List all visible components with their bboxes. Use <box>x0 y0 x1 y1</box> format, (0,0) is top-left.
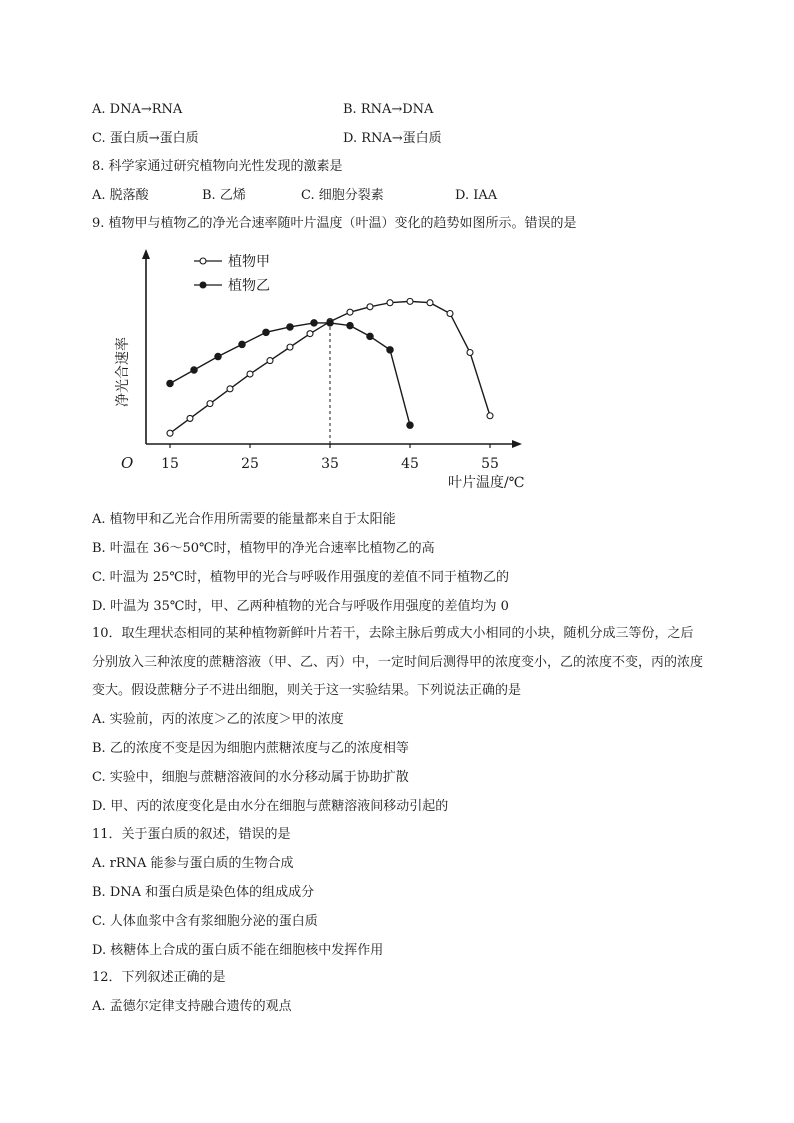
q12-stem: 12．下列叙述正确的是 <box>92 970 226 985</box>
data-point-yi <box>215 353 221 359</box>
q9-option-d: D. 叶温为 35℃时，甲、乙两种植物的光合与呼吸作用强度的差值均为 0 <box>92 599 509 614</box>
data-point-yi <box>191 367 197 373</box>
x-tick-label: 15 <box>161 456 179 472</box>
data-point-yi <box>327 320 333 326</box>
q7-option-b: B. RNA→DNA <box>343 102 434 117</box>
q11-option-c: C. 人体血浆中含有浆细胞分泌的蛋白质 <box>92 914 318 929</box>
origin-label: O <box>121 454 134 472</box>
x-tick-label: 25 <box>241 456 259 472</box>
q8-option-b: B. 乙烯 <box>202 188 246 203</box>
data-point-yi <box>347 322 353 328</box>
x-tick-label: 35 <box>321 456 339 472</box>
q7-option-d: D. RNA→蛋白质 <box>343 131 442 146</box>
q9-option-c: C. 叶温为 25℃时，植物甲的光合与呼吸作用强度的差值不同于植物乙的 <box>92 570 509 585</box>
data-point-jia <box>187 415 193 421</box>
q9-stem: 9. 植物甲与植物乙的净光合速率随叶片温度（叶温）变化的趋势如图所示。错误的是 <box>92 216 577 231</box>
data-point-jia <box>427 300 433 306</box>
data-point-yi <box>387 347 393 353</box>
q8-option-c: C. 细胞分裂素 <box>301 188 384 203</box>
q10-option-a: A. 实验前，丙的浓度＞乙的浓度＞甲的浓度 <box>92 712 344 727</box>
data-point-yi <box>407 422 413 428</box>
q11-option-a: A. rRNA 能参与蛋白质的生物合成 <box>92 856 294 871</box>
y-axis-label: 净光合速率 <box>115 337 131 407</box>
q12-option-a: A. 孟德尔定律支持融合遗传的观点 <box>92 999 292 1014</box>
x-tick-label: 45 <box>401 456 419 472</box>
data-point-jia <box>307 331 313 337</box>
data-point-jia <box>347 309 353 315</box>
legend-marker <box>200 258 206 264</box>
data-point-jia <box>447 310 453 316</box>
legend-marker <box>200 282 206 288</box>
data-point-yi <box>239 341 245 347</box>
q10-option-d: D. 甲、丙的浓度变化是由水分在细胞与蔗糖溶液间移动引起的 <box>92 799 449 814</box>
y-axis-arrow <box>142 249 150 259</box>
legend-label: 植物乙 <box>228 278 270 294</box>
q11-stem: 11．关于蛋白质的叙述，错误的是 <box>92 827 291 842</box>
data-point-jia <box>407 298 413 304</box>
data-point-yi <box>311 320 317 326</box>
data-point-jia <box>207 401 213 407</box>
q11-option-d: D. 核糖体上合成的蛋白质不能在细胞核中发挥作用 <box>92 943 384 958</box>
x-tick-label: 55 <box>481 456 499 472</box>
q8-option-d: D. IAA <box>455 188 498 203</box>
q11-option-b: B. DNA 和蛋白质是染色体的组成成分 <box>92 885 315 900</box>
x-axis-arrow <box>512 440 522 448</box>
q8-stem: 8. 科学家通过研究植物向光性发现的激素是 <box>92 159 343 174</box>
data-point-jia <box>227 386 233 392</box>
q10-stem: 10．取生理状态相同的某种植物新鲜叶片若干，去除主脉后剪成大小相同的小块，随机分成三等份，之后分别放入三种浓度的蔗糖溶液（甲、乙、丙）中，一定时间后测得甲的浓度变小，乙的浓度不变，丙的浓度变大。假设蔗糖分子不进出细胞，则关于这一实验结果。下列说法正确的是 <box>92 626 704 698</box>
chart-axes <box>114 249 524 491</box>
series-line-yi <box>170 323 410 425</box>
data-point-jia <box>487 413 493 419</box>
data-point-yi <box>287 324 293 330</box>
data-point-jia <box>387 300 393 306</box>
data-point-yi <box>167 380 173 386</box>
data-point-jia <box>167 430 173 436</box>
q7-option-c: C. 蛋白质→蛋白质 <box>92 131 199 146</box>
data-point-jia <box>247 371 253 377</box>
data-point-jia <box>287 344 293 350</box>
legend-label: 植物甲 <box>228 254 270 270</box>
q10-option-c: C. 实验中，细胞与蔗糖溶液间的水分移动属于协助扩散 <box>92 770 409 785</box>
data-point-yi <box>367 333 373 339</box>
q7-option-a: A. DNA→RNA <box>92 102 183 117</box>
data-point-jia <box>467 350 473 356</box>
q8-option-a: A. 脱落酸 <box>92 188 149 203</box>
q9-chart <box>112 244 572 494</box>
q10-option-b: B. 乙的浓度不变是因为细胞内蔗糖浓度与乙的浓度相等 <box>92 741 409 756</box>
data-point-yi <box>263 329 269 335</box>
data-point-jia <box>267 358 273 364</box>
q9-option-b: B. 叶温在 36～50℃时，植物甲的净光合速率比植物乙的高 <box>92 541 435 556</box>
q9-option-a: A. 植物甲和乙光合作用所需要的能量都来自于太阳能 <box>92 512 396 527</box>
data-point-jia <box>367 304 373 310</box>
x-axis-label: 叶片温度/℃ <box>448 475 525 491</box>
